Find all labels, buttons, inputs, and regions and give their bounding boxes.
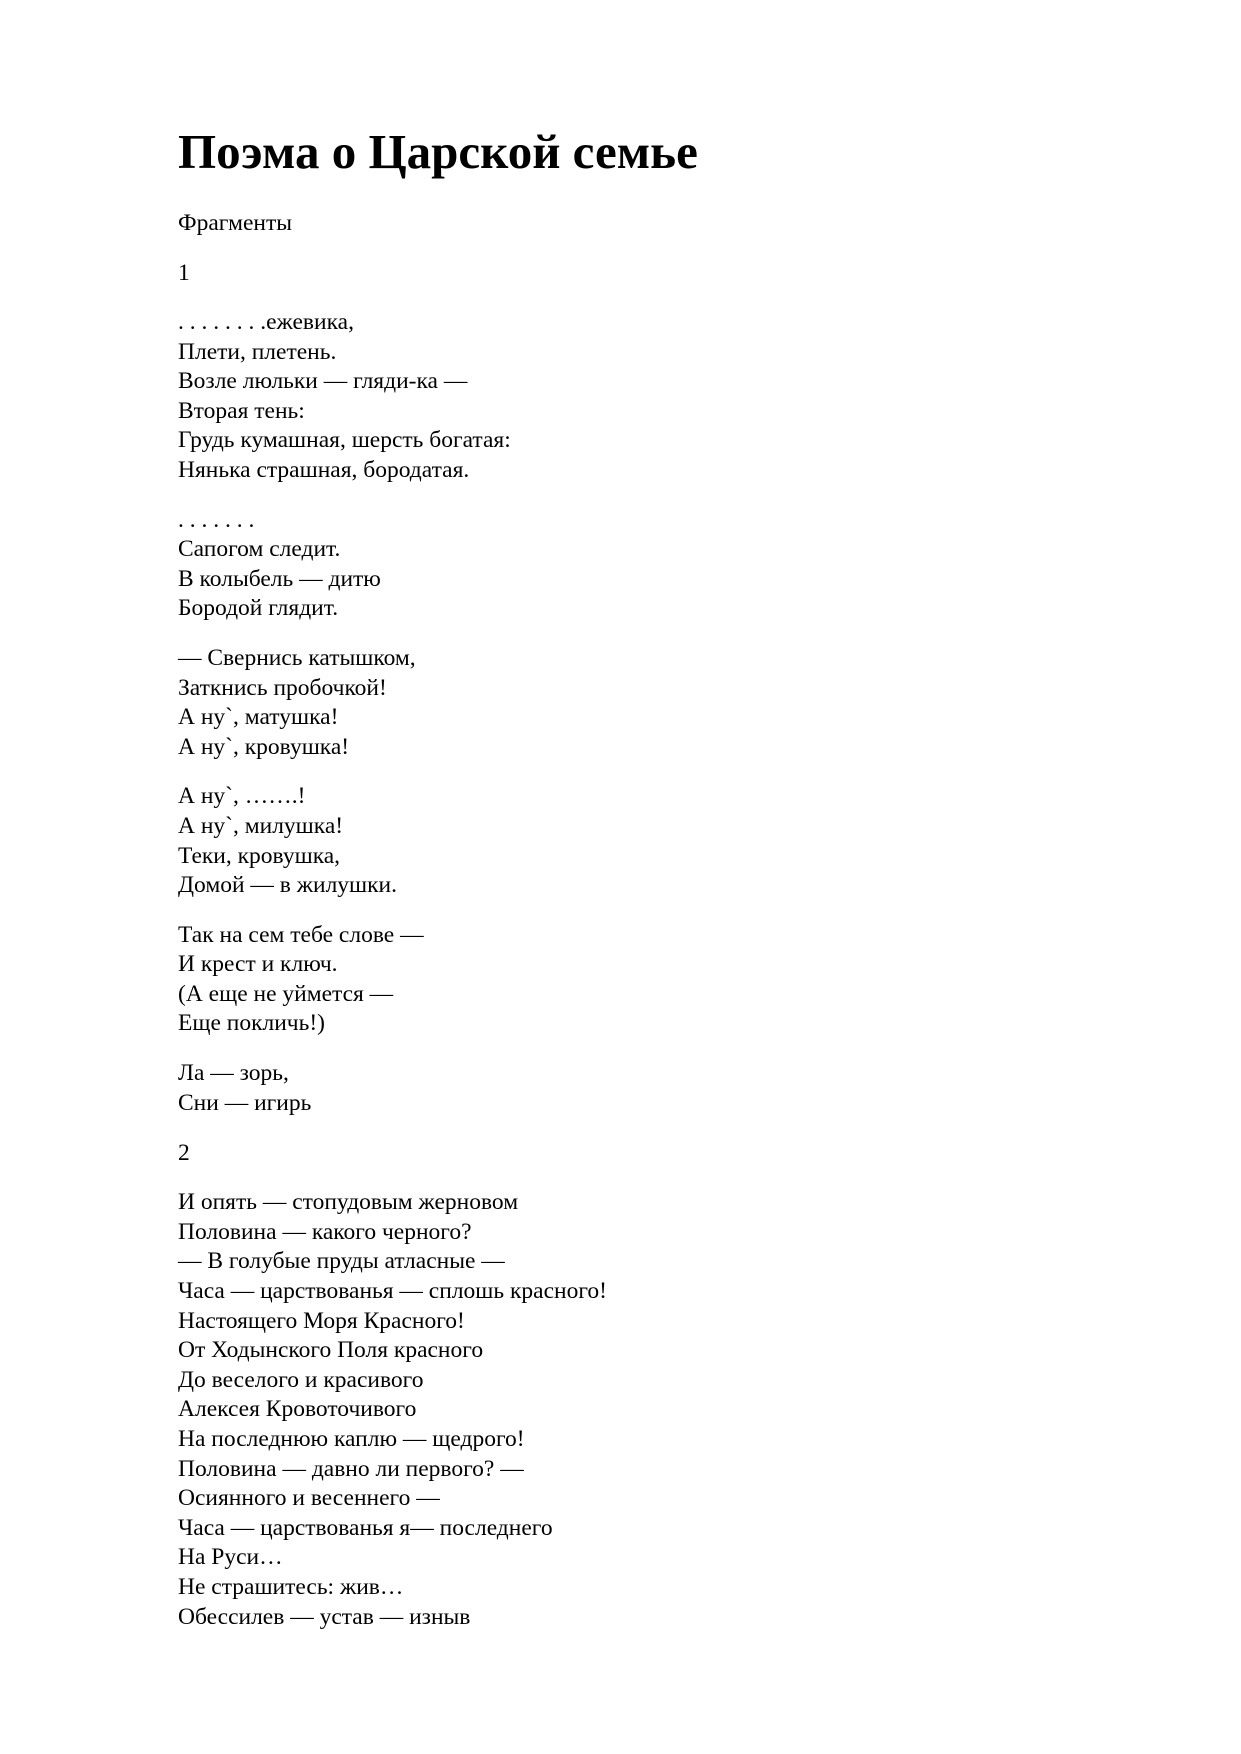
poem-line: Вторая тень: [178,397,305,424]
poem-line: Алексея Кровоточивого [178,1396,417,1423]
poem-line: — В голубые пруды атласные — [178,1248,505,1275]
poem-line: Бородой глядит. [178,595,339,622]
poem-line: Не страшитесь: жив… [178,1573,404,1600]
poem-line: Так на сем тебе слове — [178,921,424,948]
poem-line: — Свернись катышком, [178,644,416,671]
poem-line: . . . . . . . [178,506,255,533]
stanza [178,1188,1158,1632]
poem-line: И опять — стопудовым жерновом [178,1189,519,1216]
poem-line: Домой — в жилушки. [178,872,398,899]
poem-line: Нянька страшная, бородатая. [178,456,470,483]
poem-line: Часа — царствованья я— последнего [178,1514,553,1541]
poem-line: До веселого и красивого [178,1366,424,1393]
poem-line: . . . . . . . .ежевика, [178,309,354,335]
poem-line: Половина — давно ли первого? — [178,1455,524,1482]
stanza [178,644,1158,762]
poem-line: От Ходынского Поля красного [178,1337,484,1364]
poem-body [178,258,1158,1632]
poem-line: Теки, кровушка, [178,842,341,869]
poem-line: А ну`, матушка! [178,704,339,731]
poem-line: Ла — зорь, [178,1060,289,1087]
poem-line: Грудь кумашная, шерсть богатая: [178,427,511,454]
poem-line: Сапогом следит. [178,536,341,563]
poem-line: Половина — какого черного? [178,1218,472,1245]
stanza [178,782,1158,900]
section-number: 2 [178,1140,190,1167]
poem-line: Часа — царствованья — сплошь красного! [178,1278,607,1305]
poem-line: А ну`, милушка! [178,812,344,839]
poem-line: А ну`, …….! [178,783,306,810]
poem-line: И крест и ключ. [178,951,338,978]
poem-line: На последнюю каплю — щедрого! [178,1426,525,1452]
poem-line: Осиянного и весеннего — [178,1485,440,1512]
poem-line: Обессилев — устав — изныв [178,1603,471,1630]
poem-line: А ну`, кровушка! [178,733,350,760]
stanza [178,1059,1158,1118]
poem-line: Заткнись пробочкой! [178,674,387,701]
poem-line: Еще покличь!) [178,1010,325,1037]
stanza [178,506,1158,624]
poem-line: В колыбель — дитю [178,565,381,592]
poem-line: На Руси… [178,1544,283,1571]
stanza [178,308,1158,486]
poem-line: Возле люльки — гляди-ка — [178,368,468,395]
poem-line: (А еще не уймется — [178,980,394,1007]
poem-line: Настоящего Моря Красного! [178,1307,465,1334]
section-number: 1 [178,260,190,286]
stanza [178,921,1158,1039]
document-title: Поэма о Царской семье [178,124,698,179]
document-page [178,118,1158,1632]
poem-line: Плети, плетень. [178,338,337,365]
poem-line: Сни — игирь [178,1089,312,1116]
document-subtitle: Фрагменты [178,210,293,236]
